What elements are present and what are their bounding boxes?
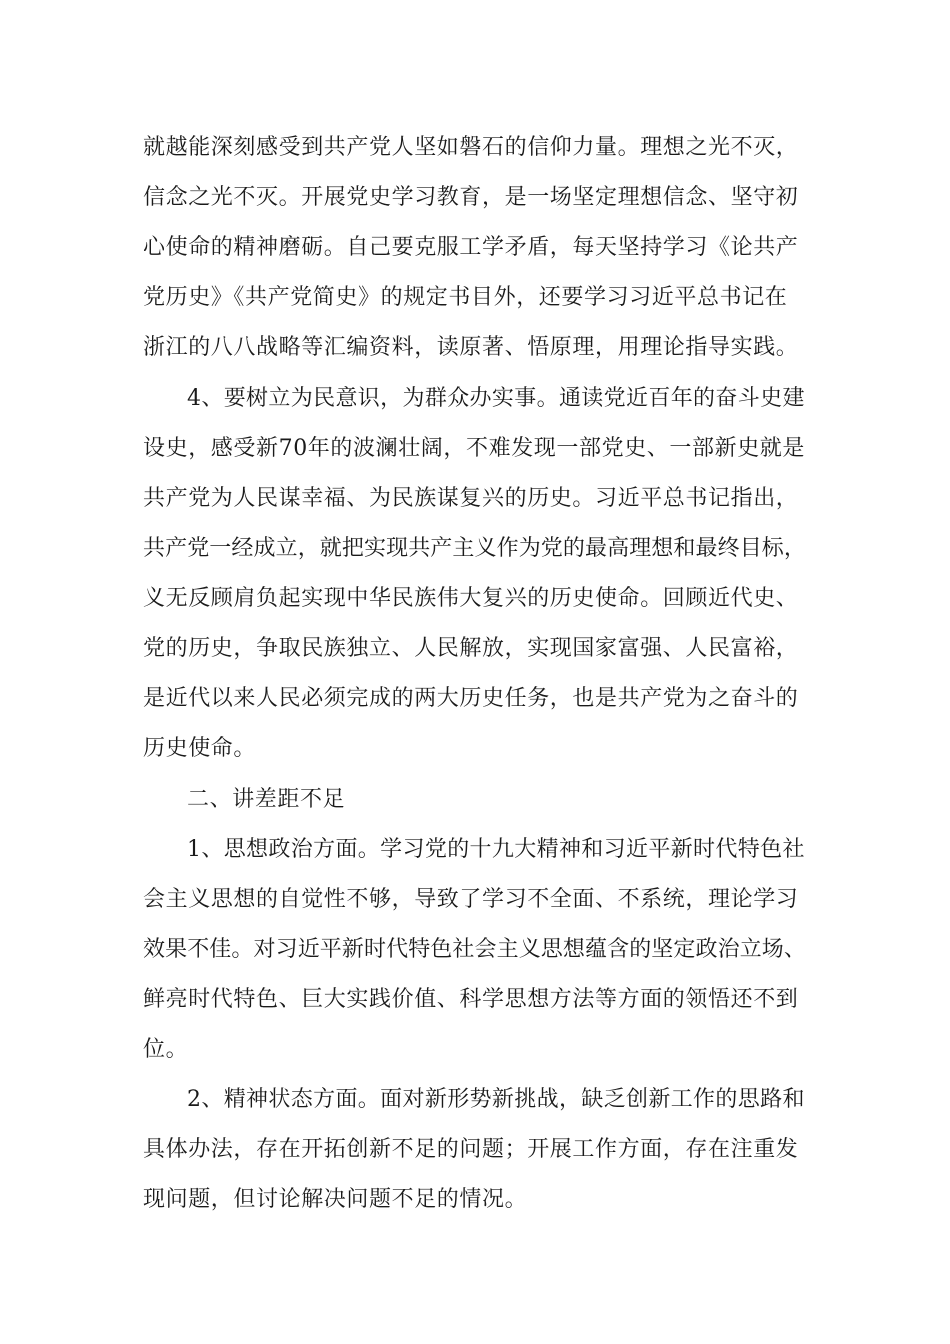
text-line: 浙江的八八战略等汇编资料，读原著、悟原理，用理论指导实践。 [143,335,799,360]
text-line: 义无反顾肩负起实现中华民族伟大复兴的历史使命。回顾近代史、 [143,586,799,611]
text-line: 信念之光不灭。开展党史学习教育，是一场坚定理想信念、坚守初 [143,185,799,210]
text-line: 会主义思想的自觉性不够，导致了学习不全面、不系统，理论学习 [143,887,799,912]
text-line: 共产党一经成立，就把实现共产主义作为党的最高理想和最终目标， [143,536,807,561]
text-line: 共产党为人民谋幸福、为民族谋复兴的历史。习近平总书记指出， [143,486,799,511]
text-line: 鲜亮时代特色、巨大实践价值、科学思想方法等方面的领悟还不到 [143,987,799,1012]
text-line: 历史使命。 [143,736,257,761]
text-line: 1、思想政治方面。学习党的十九大精神和习近平新时代特色社 [187,837,805,862]
text-line: 心使命的精神磨砺。自己要克服工学矛盾，每天坚持学习《论共产 [143,235,799,260]
text-line: 4、要树立为民意识，为群众办实事。通读党近百年的奋斗史建 [187,386,805,411]
text-line: 是近代以来人民必须完成的两大历史任务，也是共产党为之奋斗的 [143,686,799,711]
text-line: 效果不佳。对习近平新时代特色社会主义思想蕴含的坚定政治立场、 [143,937,807,962]
text-line: 位。 [143,1037,189,1062]
section-heading: 二、讲差距不足 [187,787,346,812]
text-line: 具体办法，存在开拓创新不足的问题；开展工作方面，存在注重发 [143,1137,799,1162]
text-line: 就越能深刻感受到共产党人坚如磐石的信仰力量。理想之光不灭， [143,135,799,160]
text-line: 党历史》《共产党简史》的规定书目外，还要学习习近平总书记在 [143,285,788,310]
text-line: 党的历史，争取民族独立、人民解放，实现国家富强、人民富裕， [143,636,799,661]
text-line: 2、精神状态方面。面对新形势新挑战，缺乏创新工作的思路和 [187,1087,805,1112]
text-line: 现问题，但讨论解决问题不足的情况。 [143,1187,528,1212]
text-line: 设史，感受新70年的波澜壮阔，不难发现一部党史、一部新史就是 [143,436,805,461]
